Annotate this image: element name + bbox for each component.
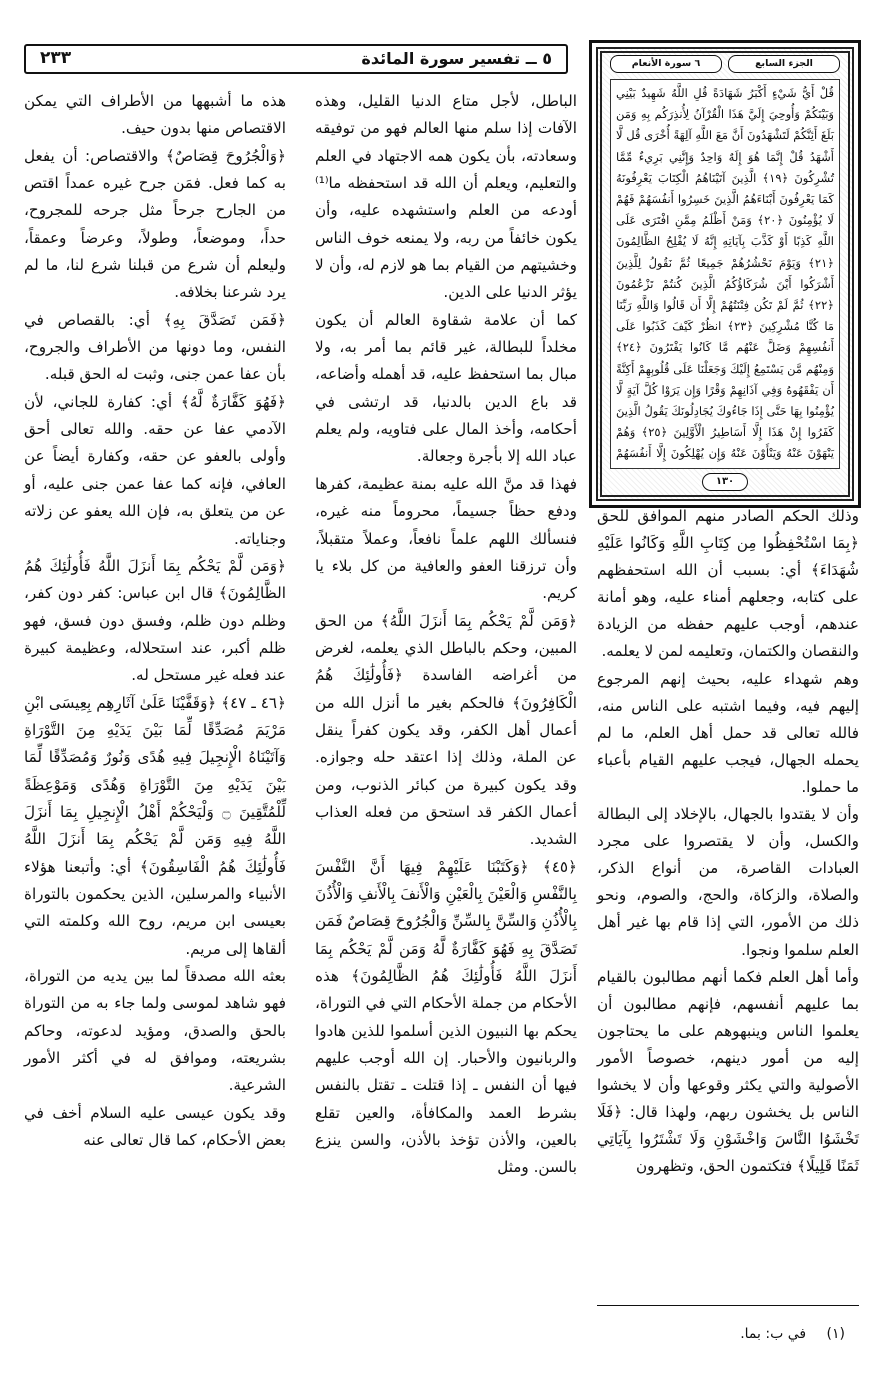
mushaf-surah-label: ٦ سورة الأنعام	[610, 55, 722, 73]
paragraph: وأما أهل العلم فكما أنهم مطالبون بالقيام بما عليهم أنفسهم، فإنهم مطالبون أن يعلموا الناس وينبهوهم على ما يحتاجون إليه من أمور دينهم، خصوصاً الأمور الأصولية والتي يكثر وقوعها وأن لا يخشوا الناس بل يخشون ربهم، ولهذا قال: ﴿فَلَا تَخْشَوُا النَّاسَ وَاخْشَوْنِ وَلَا تَشْتَرُوا بِآيَاتِي ثَمَنًا قَلِيلًا﴾ فتكتمون الحق، وتظهرون	[597, 967, 859, 1176]
paragraph: هذه ما أشبهها من الأطراف التي يمكن الاقتصاص منها بدون حيف.	[24, 92, 286, 138]
mushaf-page-number: ١٣٠	[702, 473, 748, 491]
paragraph: كما أن علامة شقاوة العالم أن يكون مخلداً للبطالة، غير قائم بما أمر به، ولا مبال بما استحفظ عليه، قد أهمله وأضاعه، قد باع الدين بالدنيا، قد ارتشى في أحكامه، وأخذ المال على فتاويه، ولم يعلم عباد الله إلا بأجرة وجعالة.	[315, 310, 577, 466]
paragraph: ﴿فَهُوَ كَفَّارَةٌ لَّهُ﴾ أي: كفارة للجاني، لأن الآدمي عفا عن حقه. والله تعالى أحق وأولى بالعفو عن حقه، وكفارة أيضاً عن العافي، فإنه كما عفا عمن جنى عليه، أو عن من يتعلق به، فإن الله يعفو عن زلاته وجناياته.	[24, 392, 286, 548]
footnote-text: في ب: بما.	[740, 1326, 807, 1342]
mushaf-verses	[610, 79, 840, 469]
paragraph: وذلك الحكم الصادر منهم الموافق للحق ﴿بِمَا اسْتُحْفِظُوا مِن كِتَابِ اللَّهِ وَكَانُوا عَلَيْهِ شُهَدَاءَ﴾ أي: بسبب أن الله استحفظهم على كتابه، وجعلهم أمناء عليه، وهو أمانة عندهم، أوجب عليهم حفظه من الزيادة والنقصان والكتمان، وتعليمه لمن لا يعلمه.	[597, 507, 859, 661]
running-title: ٥ ــ تفسير سورة المائدة	[361, 49, 552, 68]
footnote-divider	[597, 1305, 859, 1306]
mushaf-header	[610, 55, 840, 73]
tafsir-column-right	[597, 503, 859, 1180]
paragraph: وأن لا يقتدوا بالجهال، بالإخلاد إلى البطالة والكسل، وأن لا يقتصروا على مجرد العبادات القاصرة، من أنواع الذكر، والصلاة، والزكاة، والحج، والصوم، ونحو ذلك من الأمور، التي إذا قام بها غير أهل العلم سلموا ونجوا.	[597, 805, 859, 959]
paragraph: ﴿وَمَن لَّمْ يَحْكُم بِمَا أَنزَلَ اللَّهُ﴾ من الحق المبين، وحكم بالباطل الذي يعلمه، لغرض من أغراضه الفاسدة ﴿فَأُولَٰئِكَ هُمُ الْكَافِرُونَ﴾ فالحكم بغير ما أنزل الله من أعمال أهل الكفر، وقد يكون كفراً ينقل عن الملة، وذلك إذا اعتقد حله وجوازه. وقد يكون كبيرة من كبائر الذنوب، ومن أعمال الكفر قد استحق من فعله العذاب الشديد.	[315, 611, 577, 849]
paragraph: ﴿فَمَن تَصَدَّقَ بِهِ﴾ أي: بالقصاص في النفس، وما دونها من الأطراف والجروح، بأن عفا عمن جنى، وثبت له الحق قبله.	[24, 310, 286, 384]
mushaf-page-image	[589, 40, 861, 508]
mushaf-ornamental-border	[596, 47, 854, 501]
mushaf-juz-label: الجزء السابع	[728, 55, 840, 73]
paragraph: الباطل، لأجل متاع الدنيا القليل، وهذه الآفات إذا سلم منها العالم فهو من توفيقه وسعادته، بأن يكون همه الاجتهاد في العلم والتعليم، ويعلم أن الله قد استحفظه ما⁽¹⁾ أودعه من العلم واستشهده عليه، وأن يكون خائفاً من ربه، ولا يمنعه خوف الناس وخشيتهم من القيام بما هو لازم له، وأن لا يؤثر الدنيا على الدين.	[315, 92, 577, 302]
paragraph: بعثه الله مصدقاً لما بين يديه من التوراة، فهو شاهد لموسى ولما جاء به من التوراة بالحق والصدق، ومؤيد لدعوته، وحاكم بشريعته، وموافق له في أكثر الأمور الشرعية.	[24, 967, 286, 1095]
paragraph: ﴿٤٦ ـ ٤٧﴾ ﴿وَقَفَّيْنَا عَلَىٰ آثَارِهِم بِعِيسَى ابْنِ مَرْيَمَ مُصَدِّقًا لِّمَا بَيْنَ يَدَيْهِ مِنَ التَّوْرَاةِ وَآتَيْنَاهُ الْإِنجِيلَ فِيهِ هُدًى وَنُورٌ وَمُصَدِّقًا لِّمَا بَيْنَ يَدَيْهِ مِنَ التَّوْرَاةِ وَهُدًى وَمَوْعِظَةً لِّلْمُتَّقِينَ ۝ وَلْيَحْكُمْ أَهْلُ الْإِنجِيلِ بِمَا أَنزَلَ اللَّهُ فِيهِ وَمَن لَّمْ يَحْكُم بِمَا أَنزَلَ اللَّهُ فَأُولَٰئِكَ هُمُ الْفَاسِقُونَ﴾ أي: وأتبعنا هؤلاء الأنبياء والمرسلين، الذين يحكمون بالتوراة بعيسى ابن مريم، روح الله وكلمته التي ألقاها إلى مريم.	[24, 693, 286, 958]
paragraph: ﴿وَمَن لَّمْ يَحْكُم بِمَا أَنزَلَ اللَّهُ فَأُولَٰئِكَ هُمُ الظَّالِمُونَ﴾ قال ابن عباس: كفر دون كفر، وظلم دون ظلم، وفسق دون فسق، فهو ظلم أكبر، عند استحلاله، وعظيمة كبيرة عند فعله غير مستحل له.	[24, 556, 286, 685]
footnote	[740, 1326, 845, 1342]
footnote-marker: (١)	[826, 1326, 845, 1342]
page-header	[24, 44, 568, 74]
paragraph: وقد يكون عيسى عليه السلام أخف في بعض الأحكام، كما قال تعالى عنه	[24, 1103, 286, 1150]
paragraph: وهم شهداء عليه، بحيث إنهم المرجوع إليهم فيه، وفيما اشتبه على الناس منه، فالله تعالى قد حمل أهل العلم، ما لم يحمله الجهال، فيجب عليهم القيام بأعباء ما حملوا.	[597, 669, 859, 796]
paragraph: ﴿وَالْجُرُوحَ قِصَاصٌ﴾ والاقتصاص: أن يفعل به كما فعل. فمَن جرح غيره عمداً اقتص من الجارح جرحاً مثل جرحه للمجروح، حداً، وموضعاً، وطولاً، وعرضاً وعمقاً، وليعلم أن شرع من قبلنا شرع لنا، ما لم يرد شرعنا بخلافه.	[24, 146, 286, 302]
paragraph: ﴿٤٥﴾ ﴿وَكَتَبْنَا عَلَيْهِمْ فِيهَا أَنَّ النَّفْسَ بِالنَّفْسِ وَالْعَيْنَ بِالْعَيْنِ وَالْأَنفَ بِالْأَنفِ وَالْأُذُنَ بِالْأُذُنِ وَالسِّنَّ بِالسِّنِّ وَالْجُرُوحَ قِصَاصٌ فَمَن تَصَدَّقَ بِهِ فَهُوَ كَفَّارَةٌ لَّهُ وَمَن لَّمْ يَحْكُم بِمَا أَنزَلَ اللَّهُ فَأُولَٰئِكَ هُمُ الظَّالِمُونَ﴾ هذه الأحكام من جملة الأحكام التي في التوراة، يحكم بها النبيون الذين أسلموا للذين هادوا والربانيون والأحبار. إن الله أوجب عليهم فيها أن النفس ـ إذا قتلت ـ تقتل بالنفس بشرط العمد والمكافأة، والعين تقلع بالعين، والأذن تؤخذ بالأذن، والسن ينزع بالسن. ومثل	[315, 857, 577, 1177]
paragraph: فهذا قد منَّ الله عليه بمنة عظيمة، كفرها ودفع حظاً جسيماً، محروماً منه غيره، فنسألك اللهم علماً نافعاً، وعملاً متقبلاً، وأن ترزقنا العفو والعافية من كل بلاء يا كريم.	[315, 474, 577, 603]
tafsir-column-left	[24, 88, 286, 1154]
mushaf-verse-text: قُلْ أَيُّ شَيْءٍ أَكْبَرُ شَهَادَةً قُلِ اللَّهُ شَهِيدٌ بَيْنِي وَبَيْنَكُمْ وَأُوحِيَ إِلَيَّ هَذَا الْقُرْآنُ لِأُنذِرَكُم بِهِ وَمَن بَلَغَ أَئِنَّكُمْ لَتَشْهَدُونَ أَنَّ مَعَ اللَّهِ آلِهَةً أُخْرَى قُل لَّا أَشْهَدُ قُلْ إِنَّمَا هُوَ إِلَهٌ وَاحِدٌ وَإِنَّنِي بَرِيءٌ مِّمَّا تُشْرِكُونَ ﴿١٩﴾ الَّذِينَ آتَيْنَاهُمُ الْكِتَابَ يَعْرِفُونَهُ كَمَا يَعْرِفُونَ أَبْنَاءَهُمُ الَّذِينَ خَسِرُوا أَنفُسَهُمْ فَهُمْ لَا يُؤْمِنُونَ ﴿٢٠﴾ وَمَنْ أَظْلَمُ مِمَّنِ افْتَرَى عَلَى اللَّهِ كَذِبًا أَوْ كَذَّبَ بِآيَاتِهِ إِنَّهُ لَا يُفْلِحُ الظَّالِمُونَ ﴿٢١﴾ وَيَوْمَ نَحْشُرُهُمْ جَمِيعًا ثُمَّ نَقُولُ لِلَّذِينَ أَشْرَكُوا أَيْنَ شُرَكَاؤُكُمُ الَّذِينَ كُنتُمْ تَزْعُمُونَ ﴿٢٢﴾ ثُمَّ لَمْ تَكُن فِتْنَتُهُمْ إِلَّا أَن قَالُوا وَاللَّهِ رَبِّنَا مَا كُنَّا مُشْرِكِينَ ﴿٢٣﴾ انظُرْ كَيْفَ كَذَبُوا عَلَى أَنفُسِهِمْ وَضَلَّ عَنْهُم مَّا كَانُوا يَفْتَرُونَ ﴿٢٤﴾ وَمِنْهُم مَّن يَسْتَمِعُ إِلَيْكَ وَجَعَلْنَا عَلَى قُلُوبِهِمْ أَكِنَّةً أَن يَفْقَهُوهُ وَفِي آذَانِهِمْ وَقْرًا وَإِن يَرَوْا كُلَّ آيَةٍ لَّا يُؤْمِنُوا بِهَا حَتَّى إِذَا جَاءُوكَ يُجَادِلُونَكَ يَقُولُ الَّذِينَ كَفَرُوا إِنْ هَذَا إِلَّا أَسَاطِيرُ الْأَوَّلِينَ ﴿٢٥﴾ وَهُمْ يَنْهَوْنَ عَنْهُ وَيَنْأَوْنَ عَنْهُ وَإِن يُهْلِكُونَ إِلَّا أَنفُسَهُمْ	[616, 86, 835, 461]
page-number: ٢٣٣	[40, 48, 72, 68]
tafsir-column-middle	[315, 88, 577, 1182]
